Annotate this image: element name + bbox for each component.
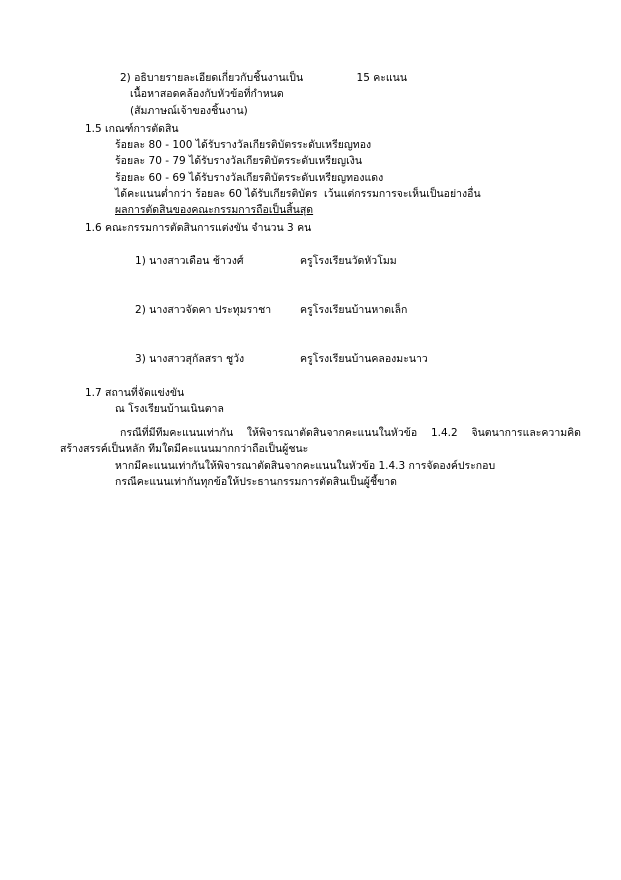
section-1-7-heading: 1.7 สถานที่จัดแข่งขัน bbox=[85, 387, 185, 400]
judge-school: ครูโรงเรียนวัดหัวโมม bbox=[300, 254, 397, 267]
tiebreak-paragraph-2: หากมีคะแนนเท่ากันให้พิจารณาตัดสินจากคะแนนในหัวข้อ 1.4.3 การจัดองค์ประกอบ bbox=[115, 460, 496, 473]
grade-bronze: ร้อยละ 60 - 69 ได้รับรางวัลเกียรติบัตรระดับเหรียญทองแดง bbox=[115, 171, 384, 184]
section-1-5-heading: 1.5 เกณฑ์การตัดสิน bbox=[85, 122, 179, 135]
criteria-item-2-sub1: เนื้อหาสอดคล้องกับหัวข้อที่กำหนด bbox=[130, 88, 284, 101]
judge-row bbox=[0, 237, 621, 286]
section-1-6-heading: 1.6 คณะกรรมการตัดสินการแต่งขัน จำนวน 3 คน bbox=[85, 222, 312, 235]
judge-name: 3) นางสาวสุกัลสรา ชูวัง bbox=[135, 352, 245, 365]
grade-silver: ร้อยละ 70 - 79 ได้รับรางวัลเกียรติบัตรระดับเหรียญเงิน bbox=[115, 155, 363, 168]
criteria-item-2: 2) อธิบายรายละเอียดเกี่ยวกับชิ้นงานเป็น 15 คะแนน bbox=[120, 72, 408, 84]
final-decision-note: ผลการตัดสินของคณะกรรมการถือเป็นสิ้นสุด bbox=[115, 204, 314, 217]
judge-name: 1) นางสาวเดือน ช้าวงศ์ bbox=[135, 254, 244, 267]
criteria-item-2-sub2: (สัมภาษณ์เจ้าของชิ้นงาน) bbox=[130, 104, 248, 117]
judge-school: ครูโรงเรียนบ้านหาดเล็ก bbox=[300, 303, 408, 316]
judge-row bbox=[0, 334, 621, 383]
judge-school: ครูโรงเรียนบ้านคลองมะนาว bbox=[300, 352, 428, 365]
tiebreak-paragraph-1: กรณีที่มีทีมคะแนนเท่ากัน ให้พิจารณาตัดสินจากคะแนนในหัวข้อ 1.4.2 จินตนาการและความคิดสร้างสรรค์เป็นหลัก ทีมใดมีคะแนนมากกว่าถือเป็นผู้ชนะ bbox=[60, 426, 581, 456]
venue-line: ณ โรงเรียนบ้านเนินตาล bbox=[115, 403, 224, 416]
judge-row bbox=[0, 285, 621, 334]
judge-name: 2) นางสาวจัดคา ประทุมราชา bbox=[135, 303, 272, 316]
tiebreak-paragraph-3: กรณีคะแนนเท่ากันทุกข้อให้ประธานกรรมการตัดสินเป็นผู้ชี้ขาด bbox=[115, 476, 397, 489]
grade-gold: ร้อยละ 80 - 100 ได้รับรางวัลเกียรติบัตรระดับเหรียญทอง bbox=[115, 139, 372, 152]
document-body bbox=[0, 70, 621, 491]
grade-below: ได้คะแนนต่ำกว่า ร้อยละ 60 ได้รับเกียรติบัตร เว้นแต่กรรมการจะเห็นเป็นอย่างอื่น bbox=[115, 187, 481, 200]
